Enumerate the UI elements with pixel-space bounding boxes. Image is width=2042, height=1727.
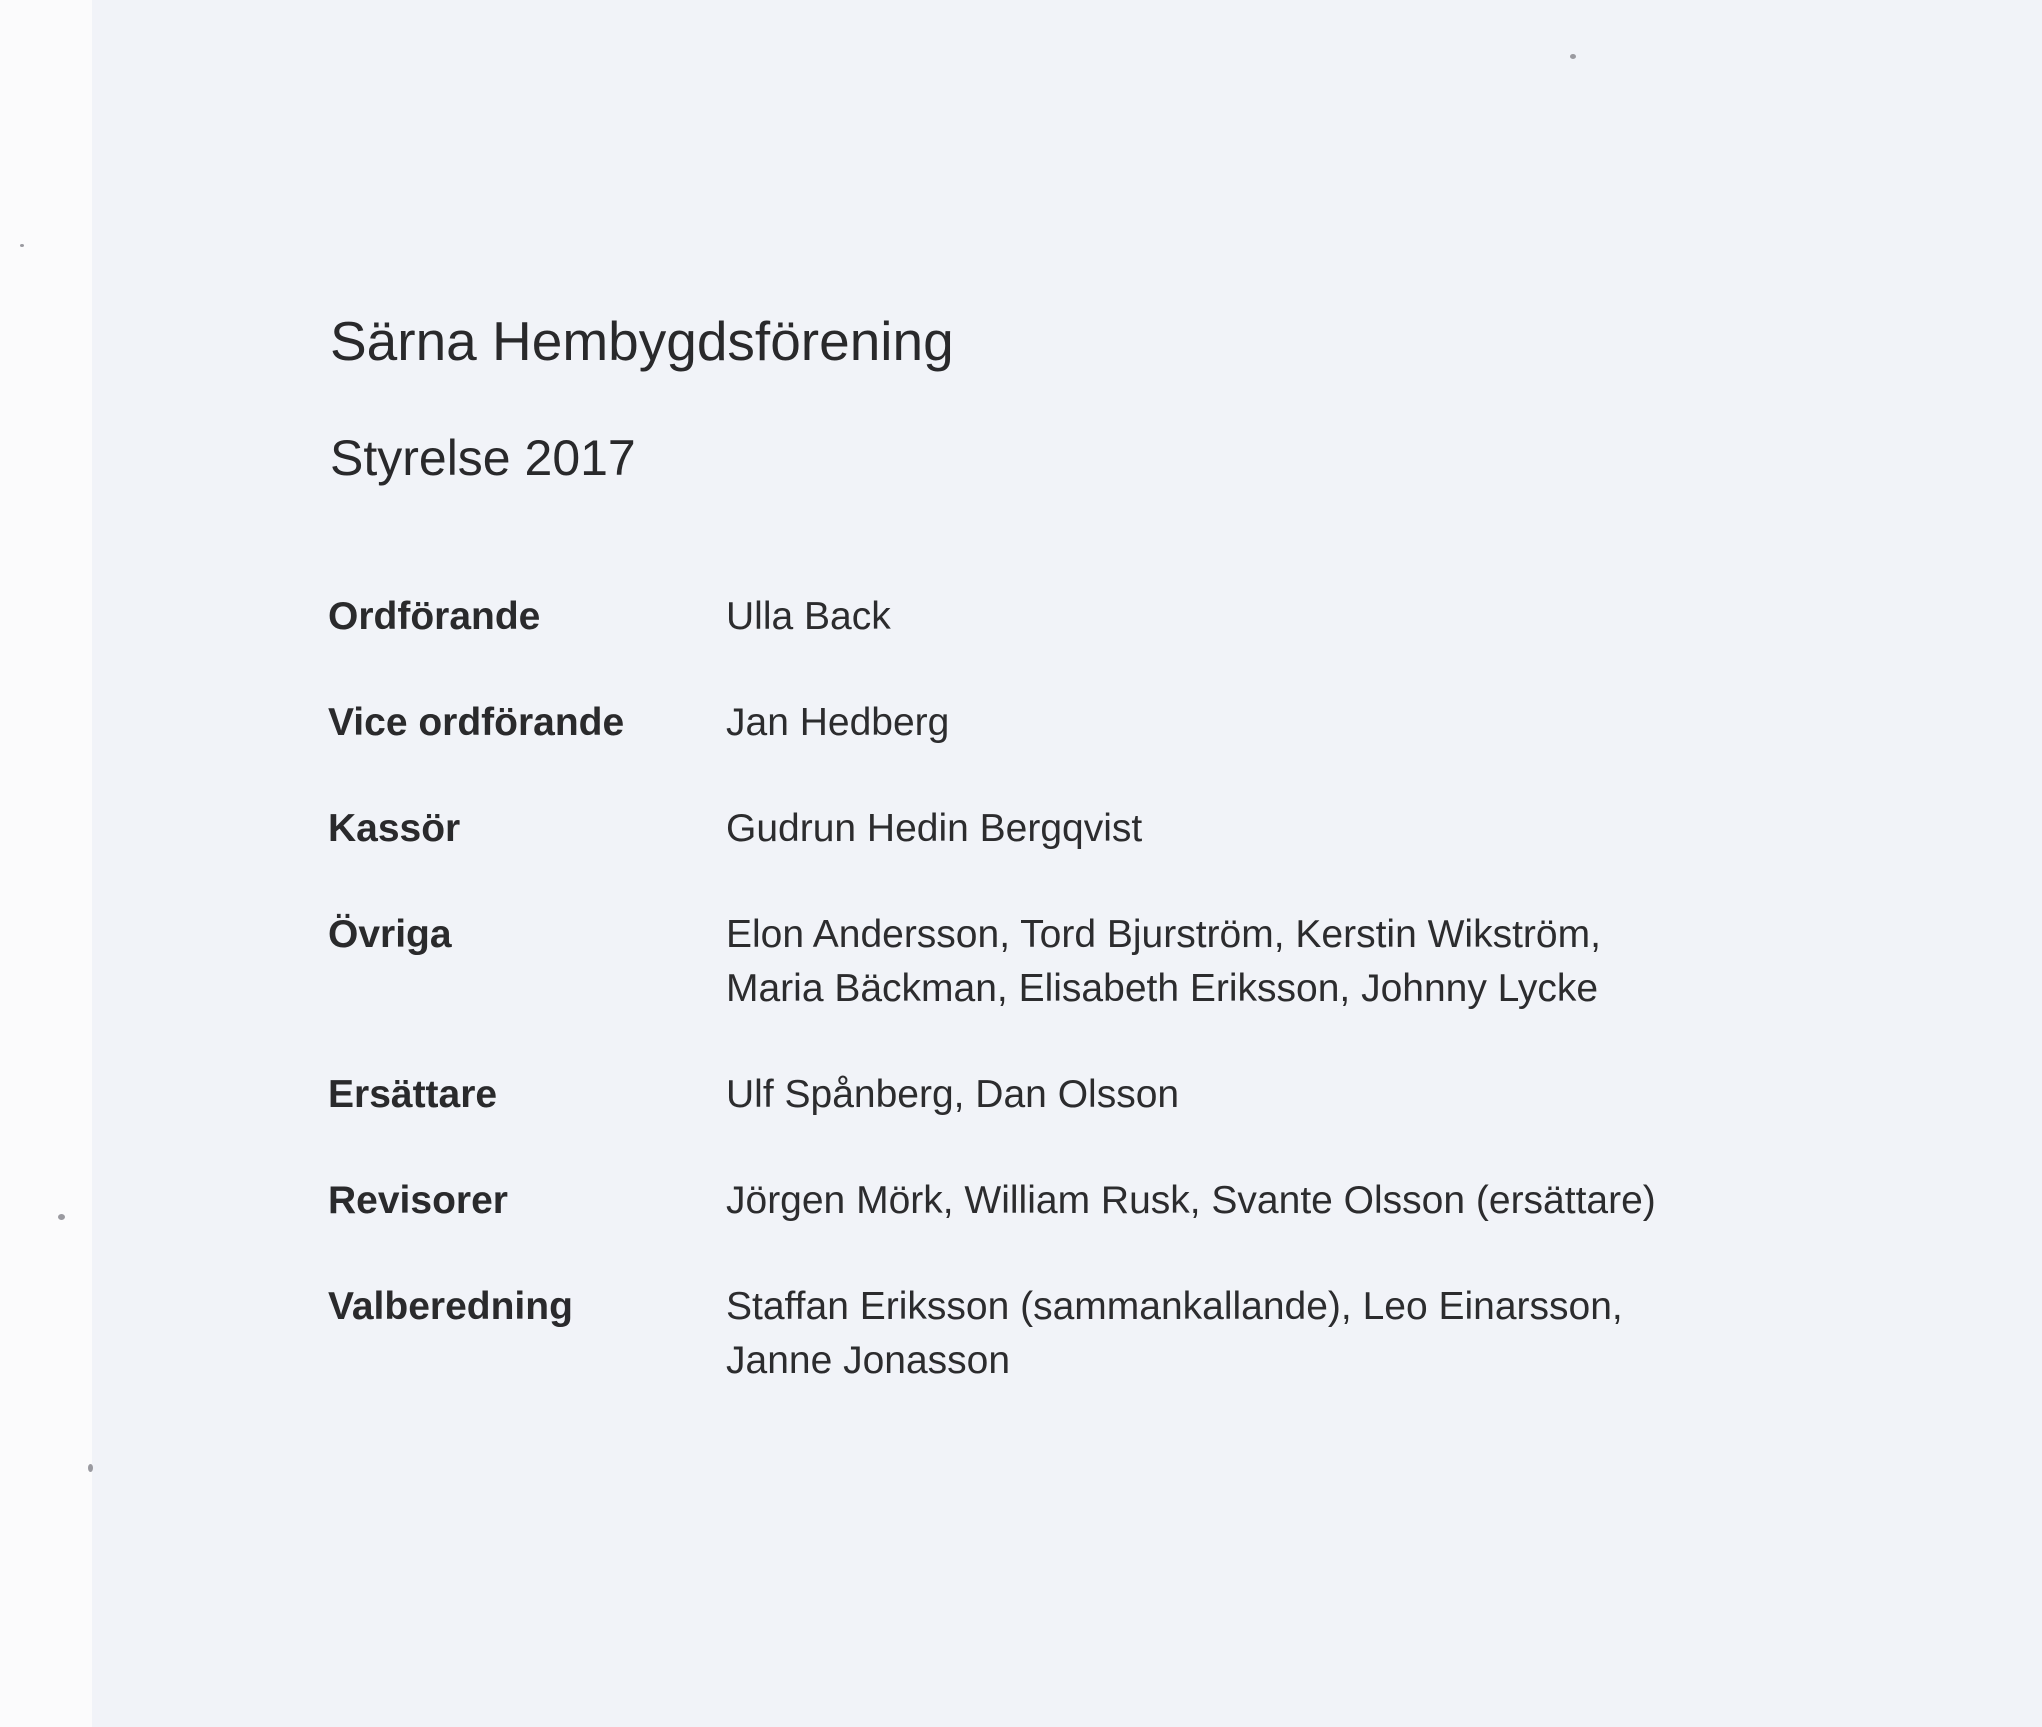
role-row-valberedning <box>328 1280 1828 1388</box>
role-row-ordforande <box>328 590 1828 644</box>
scan-speck <box>1570 54 1576 59</box>
role-names <box>726 908 1601 1016</box>
role-label: Ordförande <box>328 595 541 638</box>
role-names <box>726 1174 1656 1228</box>
role-row-vice-ordforande <box>328 696 1828 750</box>
role-names-line: Elon Andersson, Tord Bjurström, Kerstin Wikström, <box>726 913 1601 956</box>
role-names <box>726 802 1142 856</box>
role-row-kassor <box>328 802 1828 856</box>
role-label: Ersättare <box>328 1073 498 1116</box>
role-names-line: Janne Jonasson <box>726 1339 1011 1382</box>
scan-speck <box>58 1214 65 1220</box>
role-names <box>726 590 891 644</box>
role-names-line: Ulla Back <box>726 595 891 638</box>
role-names-line: Jörgen Mörk, William Rusk, Svante Olsson (ersättare) <box>726 1179 1656 1222</box>
role-names-line: Staffan Eriksson (sammankallande), Leo Einarsson, <box>726 1285 1623 1328</box>
role-label: Övriga <box>328 913 452 956</box>
page-title: Särna Hembygdsförening <box>330 310 954 372</box>
role-names-line: Gudrun Hedin Bergqvist <box>726 807 1143 850</box>
role-names <box>726 1068 1179 1122</box>
role-names <box>726 696 949 750</box>
board-roles-list <box>328 590 1828 1440</box>
role-row-ersattare <box>328 1068 1828 1122</box>
role-label: Vice ordförande <box>328 701 625 744</box>
scan-speck <box>20 244 24 247</box>
role-row-revisorer <box>328 1174 1828 1228</box>
role-label: Kassör <box>328 807 461 850</box>
scan-speck <box>88 1464 93 1472</box>
role-names-line: Maria Bäckman, Elisabeth Eriksson, Johnny Lycke <box>726 967 1599 1010</box>
scan-margin <box>0 0 92 1727</box>
role-label: Valberedning <box>328 1285 573 1328</box>
role-names <box>726 1280 1623 1388</box>
role-label: Revisorer <box>328 1179 508 1222</box>
role-names-line: Jan Hedberg <box>726 701 950 744</box>
role-names-line: Ulf Spånberg, Dan Olsson <box>726 1073 1180 1116</box>
page-subtitle: Styrelse 2017 <box>330 430 636 486</box>
role-row-ovriga <box>328 908 1828 1016</box>
